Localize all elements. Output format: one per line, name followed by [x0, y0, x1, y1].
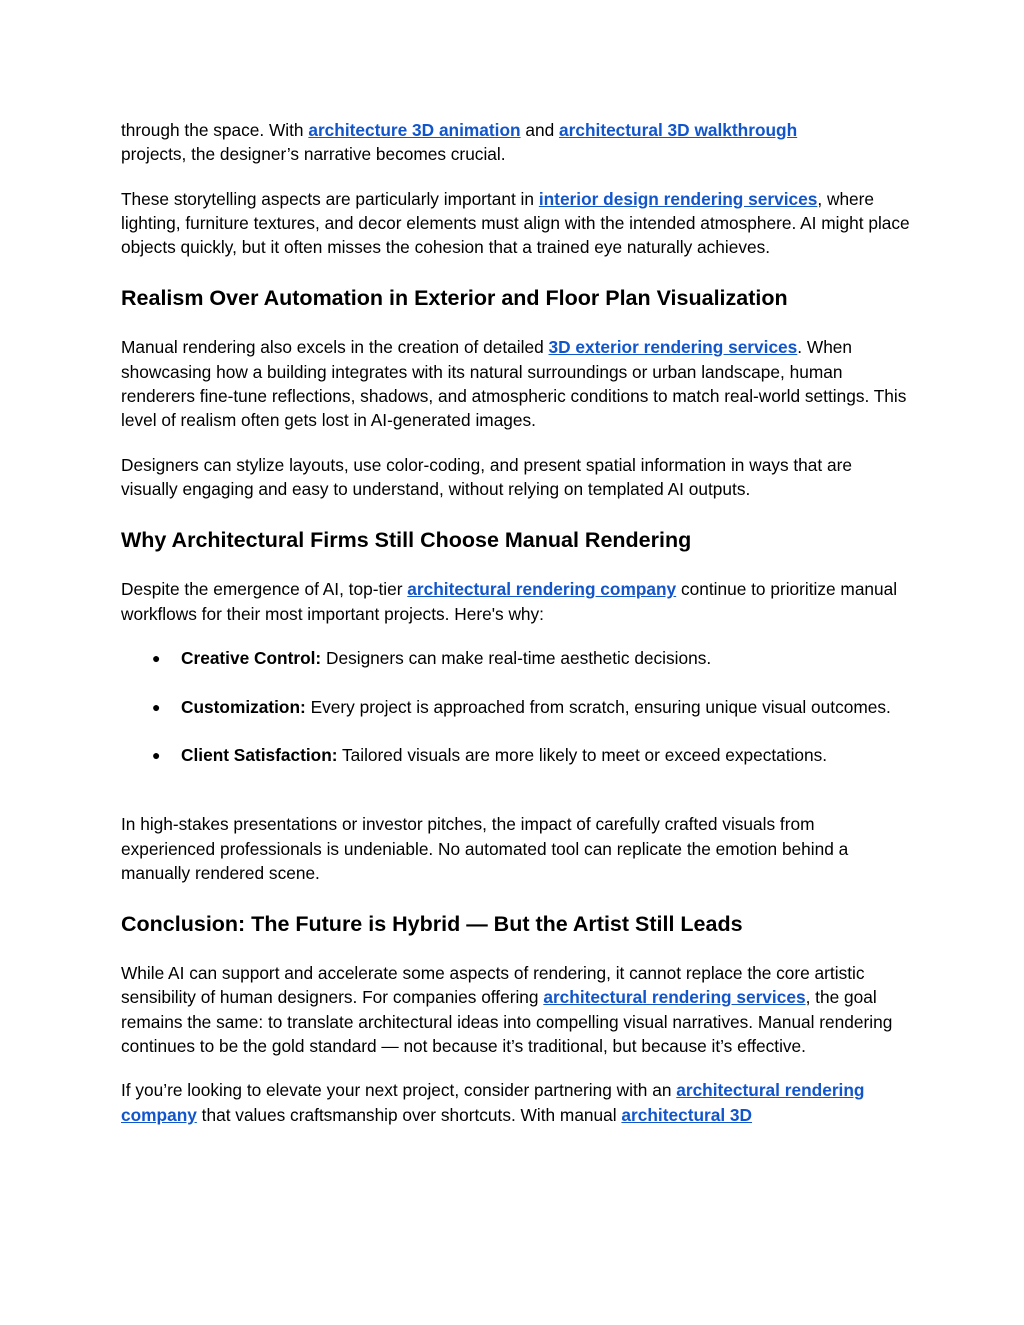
link-architectural-rendering-company-cta[interactable]: architectural rendering company	[121, 1080, 865, 1125]
link-architectural-rendering-services[interactable]: architectural rendering services	[543, 987, 806, 1008]
link-architectural-3d-walkthrough[interactable]: architectural 3D walkthrough	[559, 120, 798, 140]
heading-realism-over-automation: Realism Over Automation in Exterior and Floor Plan Visualization	[121, 286, 788, 311]
paragraph-text: Manual rendering also excels in the creation of detailed	[121, 337, 549, 358]
list-spacer	[121, 792, 911, 812]
paragraph-despite-ai	[121, 577, 911, 626]
heading-why-firms-choose-manual: Why Architectural Firms Still Choose Manual Rendering	[121, 528, 692, 553]
paragraph-text: that values craftsmanship over shortcuts. With manual	[196, 1104, 622, 1125]
paragraph-text: , the goal remains the same: to translate architectural ideas into compelling visual narratives. Manual rendering continues to be the gold standard — not because it’s traditional, but because it’s effective.	[121, 987, 893, 1057]
paragraph-text: In high-stakes presentations or investor pitches, the impact of carefully crafted visuals from experienced professionals is undeniable. No automated tool can replicate the emotion behind a manually rendered scene.	[121, 814, 849, 883]
paragraph-text: through the space. With	[121, 120, 309, 140]
paragraph-conclusion	[121, 961, 911, 1058]
paragraph-text: If you’re looking to elevate your next project, consider partnering with an	[121, 1080, 677, 1101]
paragraph-walkthrough	[121, 118, 911, 167]
paragraph-text: While AI can support and accelerate some aspects of rendering, it cannot replace the core artistic sensibility of human designers. For companies offering	[121, 963, 865, 1008]
link-architecture-3d-animation[interactable]: architecture 3D animation	[308, 120, 521, 140]
paragraph-stylize-layouts	[121, 453, 911, 502]
paragraph-text: projects, the designer’s narrative becomes crucial.	[121, 144, 506, 165]
paragraph-call-to-action	[121, 1078, 911, 1127]
bullet-icon: ●	[152, 649, 161, 666]
list-item-text: Every project is approached from scratch, ensuring unique visual outcomes.	[305, 696, 891, 717]
paragraph-text: , where lighting, furniture textures, and decor elements must align with the intended atmosphere. AI might place objects quickly, but it often misses the cohesion that a trained eye naturally achieves.	[121, 188, 910, 258]
paragraph-text: continue to prioritize manual workflows for their most important projects. Here's why:	[121, 579, 898, 624]
list-item-label: Creative Control:	[181, 647, 322, 668]
paragraph-text: Despite the emergence of AI, top-tier	[121, 579, 408, 600]
document-body	[121, 118, 911, 1127]
link-interior-design-rendering-services[interactable]: interior design rendering services	[538, 188, 818, 209]
list-item-label: Customization:	[181, 696, 306, 717]
paragraph-exterior-rendering	[121, 335, 911, 432]
paragraph-text: . When showcasing how a building integrates with its natural surroundings or urban landscape, human renderers fine-tune reflections, shadows, and atmospheric conditions to match real-world settings. This level of realism often gets lost in AI-generated images.	[121, 337, 907, 431]
paragraph-text: and	[520, 120, 560, 140]
list-item-creative-control	[152, 646, 911, 670]
reasons-list	[121, 646, 911, 768]
list-item-label: Client Satisfaction:	[181, 745, 338, 766]
bullet-icon: ●	[152, 747, 161, 764]
link-architectural-rendering-company[interactable]: architectural rendering company	[407, 579, 677, 600]
list-item-text: Designers can make real-time aesthetic decisions.	[321, 647, 712, 668]
list-item-customization	[152, 695, 911, 719]
list-item-client-satisfaction	[152, 743, 911, 767]
paragraph-text: Designers can stylize layouts, use color-coding, and present spatial information in ways that are visually engaging and easy to understand, without relying on templated AI outputs.	[121, 454, 852, 499]
paragraph-high-stakes	[121, 812, 911, 885]
bullet-icon: ●	[152, 698, 161, 715]
paragraph-storytelling	[121, 187, 911, 260]
link-architectural-3d[interactable]: architectural 3D	[621, 1104, 753, 1125]
link-3d-exterior-rendering-services[interactable]: 3D exterior rendering services	[548, 337, 798, 358]
paragraph-text: These storytelling aspects are particularly important in	[121, 188, 539, 209]
list-item-text: Tailored visuals are more likely to meet or exceed expectations.	[337, 745, 828, 766]
heading-conclusion: Conclusion: The Future is Hybrid — But the Artist Still Leads	[121, 912, 743, 937]
